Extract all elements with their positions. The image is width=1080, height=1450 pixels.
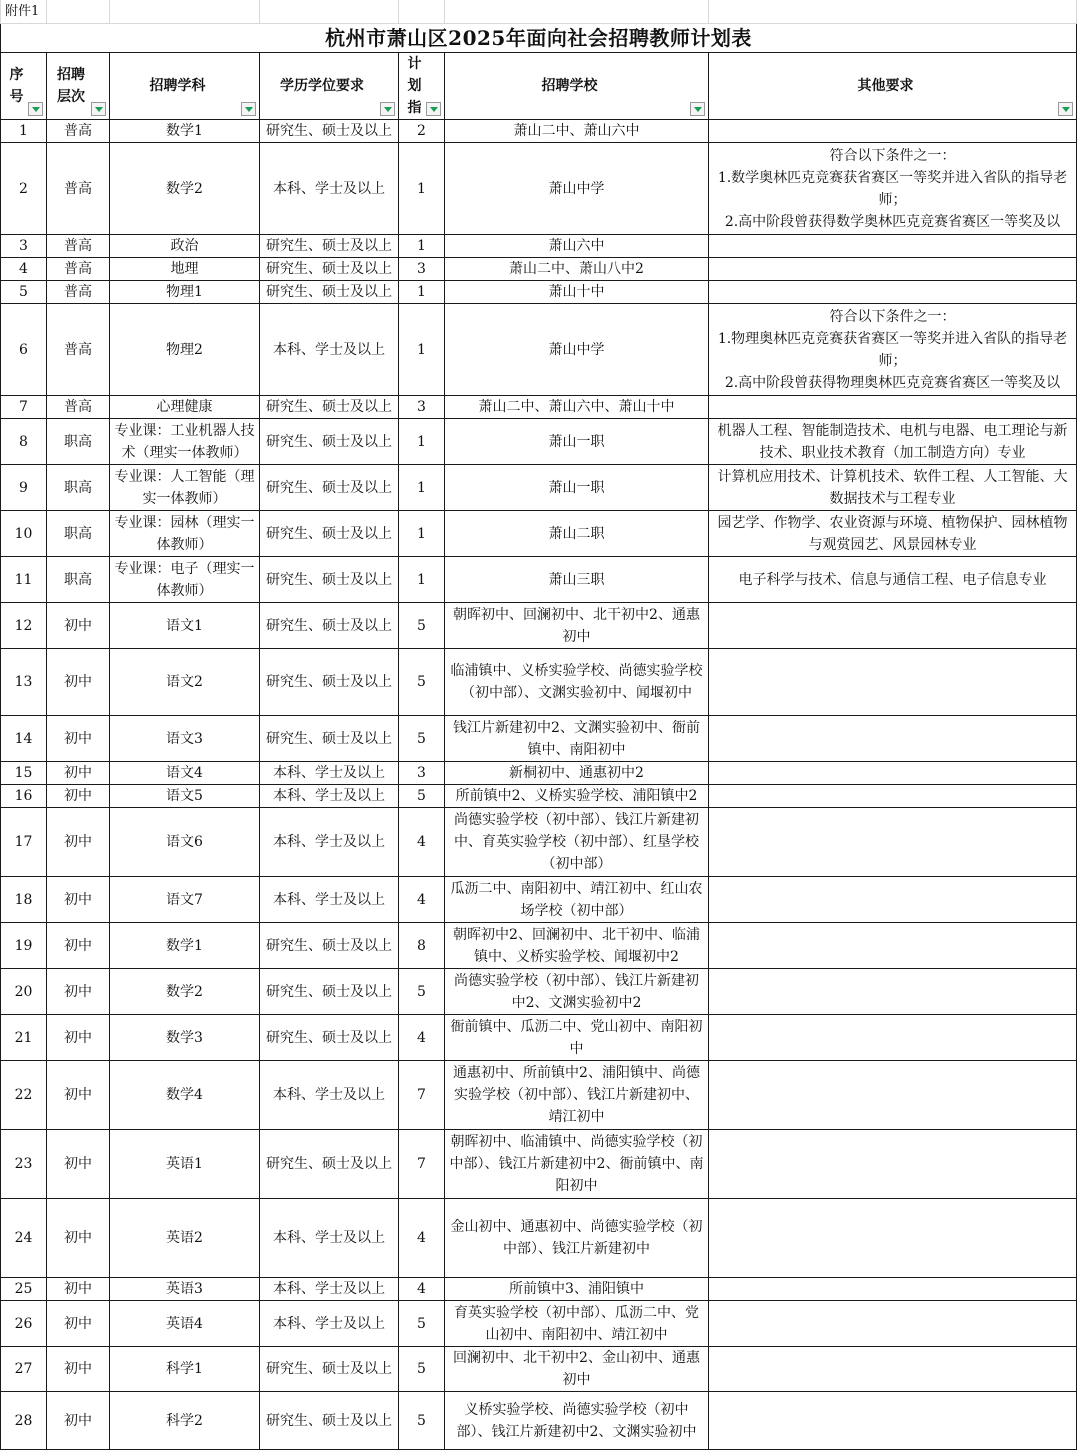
page-title: 杭州市萧山区2025年面向社会招聘教师计划表 [1, 24, 1077, 53]
cell-seq[interactable]: 5 [1, 281, 47, 304]
header-other: 其他要求 [709, 53, 1077, 120]
cell-seq[interactable]: 28 [1, 1392, 47, 1450]
cell-seq[interactable]: 17 [1, 808, 47, 877]
header-level: 招聘层次 [47, 53, 110, 120]
cell-quota[interactable]: 3 [399, 762, 445, 785]
cell-subject[interactable]: 语文6 [110, 808, 260, 877]
cell-education[interactable]: 本科、学士及以上 [260, 1199, 399, 1278]
cell-quota[interactable]: 4 [399, 877, 445, 923]
cell-quota[interactable]: 1 [399, 557, 445, 603]
cell-seq[interactable]: 20 [1, 969, 47, 1015]
cell-level[interactable]: 初中 [47, 1130, 110, 1199]
table-row [1, 785, 1077, 808]
cell-other[interactable] [709, 235, 1077, 258]
table-row [1, 235, 1077, 258]
filter-dropdown-icon[interactable] [28, 102, 43, 116]
cell-other[interactable] [709, 969, 1077, 1015]
table-row [1, 1061, 1077, 1130]
header-subject: 招聘学科 [110, 53, 260, 120]
table-row [1, 419, 1077, 465]
cell-level[interactable]: 职高 [47, 557, 110, 603]
cell-level[interactable]: 初中 [47, 1392, 110, 1450]
cell-quota[interactable]: 5 [399, 1347, 445, 1392]
table-row [1, 1301, 1077, 1347]
cell-seq[interactable]: 9 [1, 465, 47, 511]
table-row [1, 762, 1077, 785]
table-row [1, 258, 1077, 281]
cell-subject[interactable]: 英语2 [110, 1199, 260, 1278]
filter-dropdown-icon[interactable] [426, 102, 441, 116]
cell-school[interactable]: 临浦镇中、义桥实验学校、尚德实验学校（初中部）、文渊实验初中、闻堰初中 [445, 649, 709, 716]
table-row [1, 1347, 1077, 1392]
cell-education[interactable]: 本科、学士及以上 [260, 304, 399, 396]
attachment-label: 附件1 [1, 0, 47, 24]
cell-school[interactable]: 萧山二中、萧山六中、萧山十中 [445, 396, 709, 419]
cell-subject[interactable]: 数学1 [110, 923, 260, 969]
cell-school[interactable]: 萧山中学 [445, 304, 709, 396]
table-row [1, 465, 1077, 511]
cell-other[interactable]: 机器人工程、智能制造技术、电机与电器、电工理论与新技术、职业技术教育（加工制造方向）专业 [709, 419, 1077, 465]
table-row [1, 877, 1077, 923]
cell-education[interactable]: 研究生、硕士及以上 [260, 281, 399, 304]
cell-education[interactable]: 研究生、硕士及以上 [260, 649, 399, 716]
cell-subject[interactable]: 数学1 [110, 120, 260, 143]
cell-education[interactable]: 本科、学士及以上 [260, 785, 399, 808]
cell-subject[interactable]: 专业课：工业机器人技术（理实一体教师） [110, 419, 260, 465]
cell-level[interactable]: 初中 [47, 785, 110, 808]
cell-education[interactable]: 研究生、硕士及以上 [260, 465, 399, 511]
cell-quota[interactable]: 5 [399, 603, 445, 649]
cell-education[interactable]: 研究生、硕士及以上 [260, 120, 399, 143]
cell-level[interactable]: 普高 [47, 120, 110, 143]
cell-other[interactable] [709, 716, 1077, 762]
table-row [1, 1392, 1077, 1450]
cell-seq[interactable]: 13 [1, 649, 47, 716]
cell-seq[interactable]: 1 [1, 120, 47, 143]
cell-other[interactable] [709, 1301, 1077, 1347]
cell-quota[interactable]: 1 [399, 143, 445, 235]
cell-subject[interactable]: 英语3 [110, 1278, 260, 1301]
cell-other[interactable] [709, 1347, 1077, 1392]
cell-subject[interactable]: 数学4 [110, 1061, 260, 1130]
cell-level[interactable]: 初中 [47, 1347, 110, 1392]
cell-other[interactable] [709, 1199, 1077, 1278]
cell-other[interactable] [709, 1061, 1077, 1130]
cell-other[interactable]: 符合以下条件之一： 1.数学奥林匹克竞赛获省赛区一等奖并进入省队的指导老师； 2.高中阶段曾获得数学奥林匹克竞赛省赛区一等奖及以 [709, 143, 1077, 235]
cell-other[interactable] [709, 258, 1077, 281]
cell-subject[interactable]: 物理2 [110, 304, 260, 396]
cell-seq[interactable]: 21 [1, 1015, 47, 1061]
table-row [1, 649, 1077, 716]
table-row [1, 304, 1077, 396]
cell-quota[interactable]: 5 [399, 969, 445, 1015]
cell-level[interactable]: 初中 [47, 1015, 110, 1061]
cell-quota[interactable]: 7 [399, 1061, 445, 1130]
cell-education[interactable]: 研究生、硕士及以上 [260, 716, 399, 762]
cell-other[interactable] [709, 808, 1077, 877]
cell-other[interactable]: 计算机应用技术、计算机技术、软件工程、人工智能、大数据技术与工程专业 [709, 465, 1077, 511]
cell-school[interactable]: 衙前镇中、瓜沥二中、党山初中、南阳初中 [445, 1015, 709, 1061]
cell-school[interactable]: 萧山六中 [445, 235, 709, 258]
table-row [1, 1199, 1077, 1278]
cell-school[interactable]: 萧山一职 [445, 465, 709, 511]
cell-subject[interactable]: 语文3 [110, 716, 260, 762]
cell-level[interactable]: 普高 [47, 396, 110, 419]
cell-education[interactable]: 研究生、硕士及以上 [260, 1130, 399, 1199]
table-row [1, 396, 1077, 419]
filter-dropdown-icon[interactable] [91, 102, 106, 116]
cell-school[interactable]: 萧山三职 [445, 557, 709, 603]
cell-other[interactable] [709, 1015, 1077, 1061]
cell-seq[interactable]: 18 [1, 877, 47, 923]
cell-subject[interactable]: 语文4 [110, 762, 260, 785]
cell-level[interactable]: 初中 [47, 877, 110, 923]
cell-school[interactable]: 尚德实验学校（初中部）、钱江片新建初中、育英实验学校（初中部）、红垦学校（初中部） [445, 808, 709, 877]
table-row [1, 143, 1077, 235]
table-row [1, 923, 1077, 969]
cell-level[interactable]: 普高 [47, 304, 110, 396]
cell-seq[interactable]: 27 [1, 1347, 47, 1392]
table-row [1, 120, 1077, 143]
cell-school[interactable]: 萧山二中、萧山六中 [445, 120, 709, 143]
cell-other[interactable] [709, 1392, 1077, 1450]
cell-subject[interactable]: 语文1 [110, 603, 260, 649]
attachment-row [1, 0, 1077, 24]
cell-other[interactable] [709, 649, 1077, 716]
cell-subject[interactable]: 英语1 [110, 1130, 260, 1199]
cell-subject[interactable]: 语文2 [110, 649, 260, 716]
cell-quota[interactable]: 5 [399, 649, 445, 716]
cell-seq[interactable]: 14 [1, 716, 47, 762]
cell-level[interactable]: 初中 [47, 716, 110, 762]
cell-other[interactable]: 电子科学与技术、信息与通信工程、电子信息专业 [709, 557, 1077, 603]
cell-education[interactable]: 研究生、硕士及以上 [260, 557, 399, 603]
cell-quota[interactable]: 1 [399, 465, 445, 511]
cell-seq[interactable]: 22 [1, 1061, 47, 1130]
cell-quota[interactable]: 3 [399, 396, 445, 419]
header-school: 招聘学校 [445, 53, 709, 120]
cell-seq[interactable]: 11 [1, 557, 47, 603]
cell-school[interactable]: 瓜沥二中、南阳初中、靖江初中、红山农场学校（初中部） [445, 877, 709, 923]
cell-level[interactable]: 初中 [47, 603, 110, 649]
filter-dropdown-icon[interactable] [1058, 102, 1073, 116]
cell-education[interactable]: 研究生、硕士及以上 [260, 1392, 399, 1450]
cell-level[interactable]: 普高 [47, 143, 110, 235]
cell-level[interactable]: 初中 [47, 808, 110, 877]
cell-quota[interactable]: 4 [399, 1199, 445, 1278]
cell-seq[interactable]: 3 [1, 235, 47, 258]
cell-level[interactable]: 初中 [47, 1061, 110, 1130]
cell-other[interactable] [709, 785, 1077, 808]
cell-subject[interactable]: 科学1 [110, 1347, 260, 1392]
filter-dropdown-icon[interactable] [241, 102, 256, 116]
cell-education[interactable]: 研究生、硕士及以上 [260, 235, 399, 258]
cell-school[interactable]: 义桥实验学校、尚德实验学校（初中部）、钱江片新建初中2、文渊实验初中 [445, 1392, 709, 1450]
cell-seq[interactable]: 8 [1, 419, 47, 465]
cell-seq[interactable]: 15 [1, 762, 47, 785]
cell-other[interactable]: 符合以下条件之一： 1.物理奥林匹克竞赛获省赛区一等奖并进入省队的指导老师； 2.高中阶段曾获得物理奥林匹克竞赛省赛区一等奖及以 [709, 304, 1077, 396]
table-row [1, 716, 1077, 762]
cell-seq[interactable]: 2 [1, 143, 47, 235]
cell-seq[interactable]: 26 [1, 1301, 47, 1347]
header-education: 学历学位要求 [260, 53, 399, 120]
cell-level[interactable]: 初中 [47, 923, 110, 969]
table-row [1, 1015, 1077, 1061]
cell-other[interactable]: 园艺学、作物学、农业资源与环境、植物保护、园林植物与观赏园艺、风景园林专业 [709, 511, 1077, 557]
title-row [1, 24, 1077, 53]
cell-school[interactable]: 新桐初中、通惠初中2 [445, 762, 709, 785]
cell-quota[interactable]: 2 [399, 120, 445, 143]
cell-level[interactable]: 初中 [47, 969, 110, 1015]
header-seq: 序号 [1, 53, 47, 120]
cell-seq[interactable]: 24 [1, 1199, 47, 1278]
cell-school[interactable]: 朝晖初中、回澜初中、北干初中2、通惠初中 [445, 603, 709, 649]
cell-quota[interactable]: 1 [399, 304, 445, 396]
cell-school[interactable]: 萧山二中、萧山八中2 [445, 258, 709, 281]
cell-school[interactable]: 所前镇中2、义桥实验学校、浦阳镇中2 [445, 785, 709, 808]
cell-other[interactable] [709, 877, 1077, 923]
cell-seq[interactable]: 4 [1, 258, 47, 281]
cell-level[interactable]: 职高 [47, 465, 110, 511]
cell-quota[interactable]: 5 [399, 1392, 445, 1450]
cell-education[interactable]: 本科、学士及以上 [260, 143, 399, 235]
cell-education[interactable]: 本科、学士及以上 [260, 1061, 399, 1130]
cell-seq[interactable]: 19 [1, 923, 47, 969]
cell-level[interactable]: 职高 [47, 419, 110, 465]
cell-education[interactable]: 研究生、硕士及以上 [260, 396, 399, 419]
cell-other[interactable] [709, 120, 1077, 143]
cell-level[interactable]: 普高 [47, 235, 110, 258]
cell-subject[interactable]: 政治 [110, 235, 260, 258]
cell-education[interactable]: 研究生、硕士及以上 [260, 258, 399, 281]
cell-school[interactable]: 金山初中、通惠初中、尚德实验学校（初中部）、钱江片新建初中 [445, 1199, 709, 1278]
cell-education[interactable]: 研究生、硕士及以上 [260, 969, 399, 1015]
header-row [1, 53, 1077, 120]
cell-school[interactable]: 萧山二职 [445, 511, 709, 557]
cell-subject[interactable]: 数学3 [110, 1015, 260, 1061]
cell-other[interactable] [709, 923, 1077, 969]
cell-level[interactable]: 职高 [47, 511, 110, 557]
cell-quota[interactable]: 3 [399, 258, 445, 281]
cell-quota[interactable]: 5 [399, 785, 445, 808]
cell-education[interactable]: 研究生、硕士及以上 [260, 511, 399, 557]
cell-level[interactable]: 初中 [47, 1278, 110, 1301]
cell-school[interactable]: 萧山十中 [445, 281, 709, 304]
cell-subject[interactable]: 专业课：人工智能（理实一体教师） [110, 465, 260, 511]
cell-subject[interactable]: 数学2 [110, 143, 260, 235]
cell-quota[interactable]: 1 [399, 511, 445, 557]
table-row [1, 808, 1077, 877]
cell-subject[interactable]: 心理健康 [110, 396, 260, 419]
cell-quota[interactable]: 1 [399, 419, 445, 465]
cell-seq[interactable]: 7 [1, 396, 47, 419]
cell-education[interactable]: 本科、学士及以上 [260, 1301, 399, 1347]
table-row [1, 1278, 1077, 1301]
cell-subject[interactable]: 语文5 [110, 785, 260, 808]
cell-school[interactable]: 朝晖初中、临浦镇中、尚德实验学校（初中部）、钱江片新建初中2、衙前镇中、南阳初中 [445, 1130, 709, 1199]
cell-level[interactable]: 初中 [47, 649, 110, 716]
table-row [1, 511, 1077, 557]
cell-school[interactable]: 所前镇中3、浦阳镇中 [445, 1278, 709, 1301]
cell-subject[interactable]: 英语4 [110, 1301, 260, 1347]
cell-quota[interactable]: 5 [399, 1301, 445, 1347]
cell-other[interactable] [709, 281, 1077, 304]
cell-seq[interactable]: 25 [1, 1278, 47, 1301]
cell-other[interactable] [709, 762, 1077, 785]
cell-education[interactable]: 本科、学士及以上 [260, 1278, 399, 1301]
cell-seq[interactable]: 10 [1, 511, 47, 557]
cell-level[interactable]: 初中 [47, 762, 110, 785]
cell-subject[interactable]: 专业课：园林（理实一体教师） [110, 511, 260, 557]
cell-subject[interactable]: 专业课：电子（理实一体教师） [110, 557, 260, 603]
cell-subject[interactable]: 物理1 [110, 281, 260, 304]
cell-education[interactable]: 研究生、硕士及以上 [260, 923, 399, 969]
cell-subject[interactable]: 科学2 [110, 1392, 260, 1450]
cell-education[interactable]: 研究生、硕士及以上 [260, 603, 399, 649]
cell-education[interactable]: 研究生、硕士及以上 [260, 1015, 399, 1061]
cell-other[interactable] [709, 1278, 1077, 1301]
table-row [1, 557, 1077, 603]
cell-school[interactable]: 育英实验学校（初中部）、瓜沥二中、党山初中、南阳初中、靖江初中 [445, 1301, 709, 1347]
table-row [1, 603, 1077, 649]
cell-quota[interactable]: 4 [399, 1015, 445, 1061]
cell-education[interactable]: 本科、学士及以上 [260, 877, 399, 923]
cell-school[interactable]: 萧山一职 [445, 419, 709, 465]
cell-level[interactable]: 初中 [47, 1199, 110, 1278]
filter-dropdown-icon[interactable] [380, 102, 395, 116]
cell-other[interactable] [709, 603, 1077, 649]
cell-level[interactable]: 初中 [47, 1301, 110, 1347]
cell-other[interactable] [709, 1130, 1077, 1199]
cell-quota[interactable]: 1 [399, 235, 445, 258]
cell-quota[interactable]: 1 [399, 281, 445, 304]
cell-quota[interactable]: 7 [399, 1130, 445, 1199]
cell-seq[interactable]: 6 [1, 304, 47, 396]
cell-education[interactable]: 本科、学士及以上 [260, 808, 399, 877]
cell-school[interactable]: 朝晖初中2、回澜初中、北干初中、临浦镇中、义桥实验学校、闻堰初中2 [445, 923, 709, 969]
cell-school[interactable]: 钱江片新建初中2、文渊实验初中、衙前镇中、南阳初中 [445, 716, 709, 762]
cell-level[interactable]: 普高 [47, 258, 110, 281]
cell-other[interactable] [709, 396, 1077, 419]
cell-school[interactable]: 回澜初中、北干初中2、金山初中、通惠初中 [445, 1347, 709, 1392]
cell-level[interactable]: 普高 [47, 281, 110, 304]
cell-subject[interactable]: 语文7 [110, 877, 260, 923]
table-row [1, 281, 1077, 304]
cell-seq[interactable]: 12 [1, 603, 47, 649]
table-row [1, 969, 1077, 1015]
header-quota: 计划指 [399, 53, 445, 120]
cell-subject[interactable]: 地理 [110, 258, 260, 281]
cell-subject[interactable]: 数学2 [110, 969, 260, 1015]
cell-seq[interactable]: 23 [1, 1130, 47, 1199]
cell-school[interactable]: 萧山中学 [445, 143, 709, 235]
cell-education[interactable]: 本科、学士及以上 [260, 762, 399, 785]
table-row [1, 1130, 1077, 1199]
cell-school[interactable]: 尚德实验学校（初中部）、钱江片新建初中2、文渊实验初中2 [445, 969, 709, 1015]
cell-education[interactable]: 研究生、硕士及以上 [260, 1347, 399, 1392]
cell-quota[interactable]: 5 [399, 716, 445, 762]
cell-school[interactable]: 通惠初中、所前镇中2、浦阳镇中、尚德实验学校（初中部）、钱江片新建初中、靖江初中 [445, 1061, 709, 1130]
cell-quota[interactable]: 4 [399, 808, 445, 877]
cell-education[interactable]: 研究生、硕士及以上 [260, 419, 399, 465]
cell-quota[interactable]: 8 [399, 923, 445, 969]
filter-dropdown-icon[interactable] [690, 102, 705, 116]
cell-seq[interactable]: 16 [1, 785, 47, 808]
cell-quota[interactable]: 4 [399, 1278, 445, 1301]
